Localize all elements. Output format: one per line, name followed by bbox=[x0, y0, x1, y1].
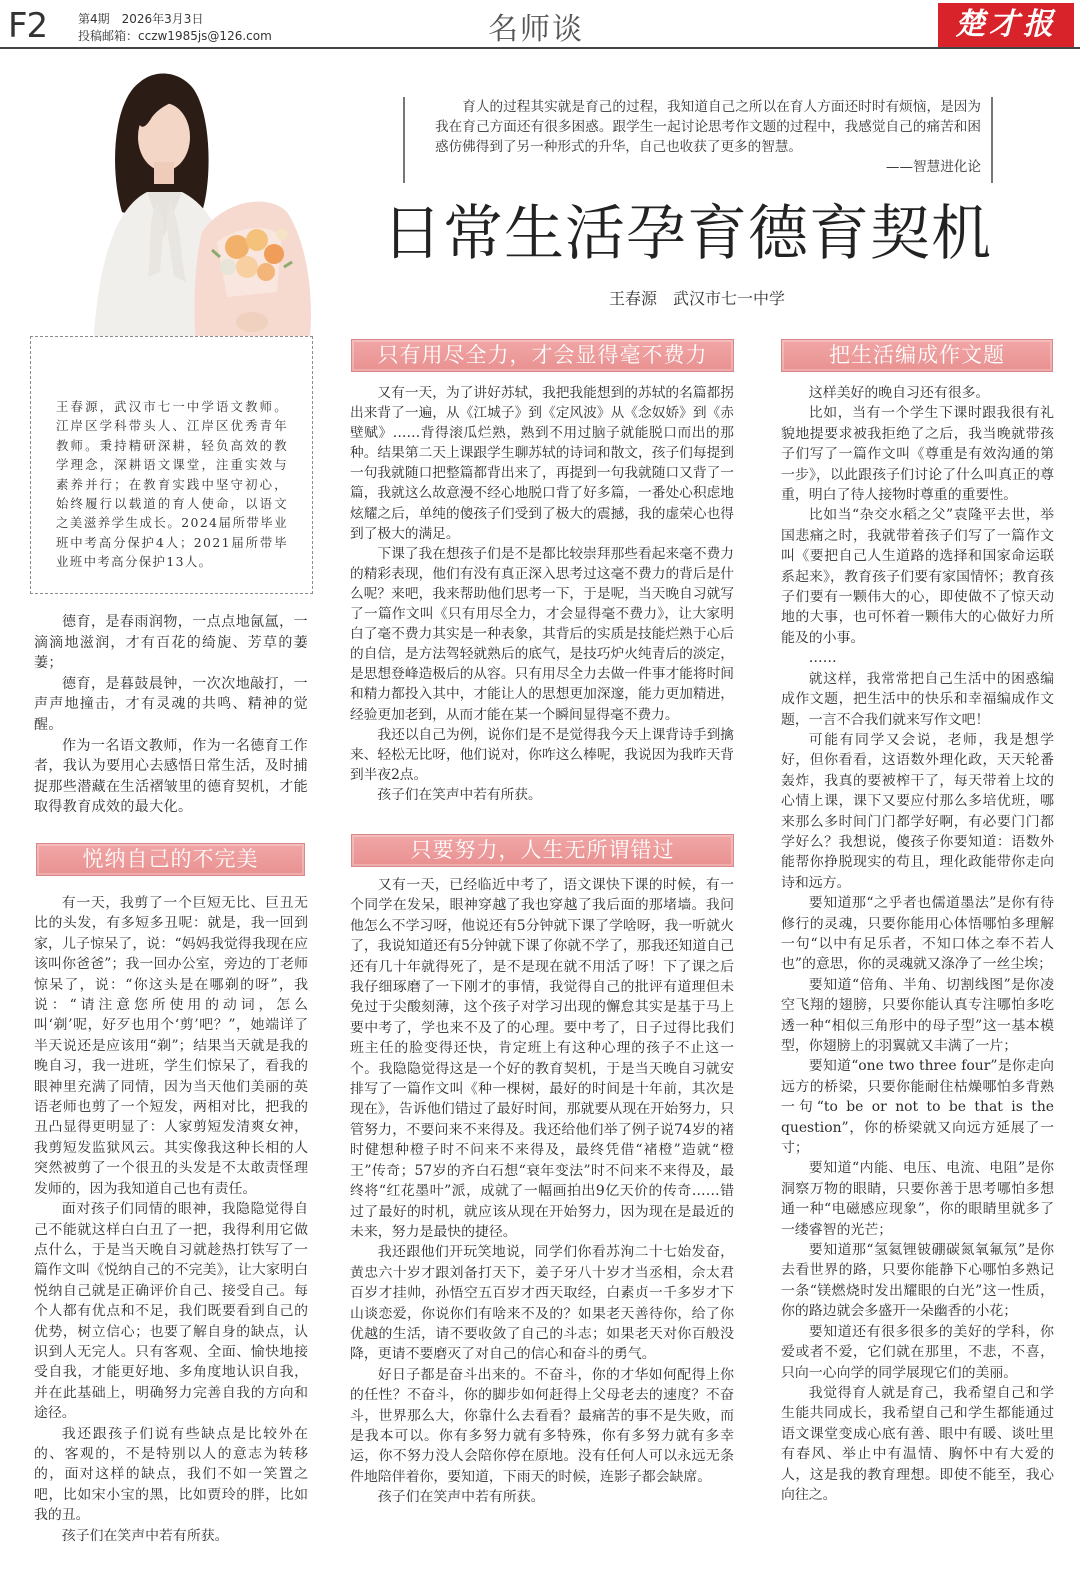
paragraph: 又有一天，已经临近中考了，语文课快下课的时候，有一个同学在发呆，眼神穿越了我也穿越了我后面的那堵墙。我问他怎么不学习呀，他说还有5分钟就下课了学啥呀，我一听就火了，我说知道还有5分钟就下课了你就不学了，那我还知道自己还有几十年就得死了，是不是现在就不用活了呀！下了课之后我仔细琢磨了一下刚才的事情，我觉得自己的批评有道理但未免过于尖酸刻薄，这个孩子对学习出现的懈怠其实是基于马上要中考了，学也来不及了的心理。要中考了，日子过得比我们班主任的脸变得还快，肯定班上有这种心理的孩子不止这一个。我隐隐觉得这是一个好的教育契机，于是当天晚自习就安排写了一篇作文叫《种一棵树，最好的时间是十年前，其次是现在》，告诉他们错过了最好时间，那就要从现在开始努力，只管努力，不要问来不来得及。我还给他们举了例子说74岁的褚时健想种橙子时不问来不来得及，最终凭借“褚橙”造就“橙王”传奇；57岁的齐白石想“衰年变法”时不问来不来得及，最终将“红花墨叶”派，成就了一幅画拍出9亿天价的传奇……错过了最好的时机，就应该从现在开始努力，因为现在是最近的未来，努力是最快的捷径。 bbox=[350, 877, 734, 1240]
section-heading: 把生活编成作文题 bbox=[781, 339, 1053, 372]
header-rule bbox=[0, 47, 1080, 49]
intro-paragraph: 作为一名语文教师，作为一名德育工作者，我认为要用心去感悟日常生活，及时捕捉那些潜藏在生活褶皱里的德育契机，才能取得教育成效的最大化。 bbox=[34, 737, 308, 816]
paragraph: 孩子们在笑声中若有所获。 bbox=[61, 1527, 229, 1544]
paragraph: 又有一天，为了讲好苏轼，我把我能想到的苏轼的名篇都拐出来背了一遍，从《江城子》到《定风波》从《念奴娇》到《赤壁赋》……背得滚瓜烂熟，熟到不用过脑子就能脱口而出的那种。结果第二天上课跟学生聊苏轼的诗词和散文，孩子们每提到一句我就随口把整篇都背出来了，再提到一句我就随口又背了一篇，我就这么故意漫不经心地脱口背了好多篇，一番处心积虑地炫耀之后，单纯的傻孩子们受到了极大的震撼，我的虚荣心也得到了极大的满足。 bbox=[350, 385, 734, 542]
section-heading: 只有用尽全力，才会显得毫不费力 bbox=[351, 339, 734, 372]
section-body bbox=[350, 383, 734, 805]
paragraph: 有一天，我剪了一个巨短无比、巨丑无比的头发，有多短多丑呢：就是，我一回到家，儿子惊呆了，说：“妈妈我觉得我现在应该叫你爸爸”；我一回办公室，旁边的丁老师惊呆了，说：“你这头是在哪剃的呀”，我说：“请注意您所使用的动词，怎么叫‘剃’呢，好歹也用个‘剪’吧？”，她端详了半天说还是应该用“剃”；结果当天就是我的晚自习，我一进班，学生们惊呆了，看我的眼神里充满了同情，因为当天他们美丽的英语老师也剪了一个短发，两相对比，把我的丑凸显得更明显了：人家剪短发清爽女神，我剪短发监狱风云。其实像我这种长相的人突然被剪了一个很丑的头发是不太敢责怪理发师的，因为我知道自己也有责任。 bbox=[34, 895, 308, 1197]
paragraph: 我还以自己为例，说你们是不是觉得我今天上课背诗手到擒来、轻松无比呀，他们说对，你咋这么棒呢，我说因为我昨天背到半夜2点。 bbox=[350, 726, 734, 783]
quote-text: 育人的过程其实就是育己的过程，我知道自己之所以在育人方面还时时有烦恼，是因为我在育己方面还有很多困惑。跟学生一起讨论思考作文题的过程中，我感觉自己的痛苦和困惑仿佛得到了另一种形式的升华，自己也收获了更多的智慧。 bbox=[435, 99, 981, 155]
article-byline: 王春源 武汉市七一中学 bbox=[609, 289, 786, 308]
paragraph: 要知道“one two three four”是你走向远方的桥梁，只要你能耐住枯燥哪怕多背熟一句“to be or not to be that is the question”，你的桥梁就又向远方延展了一寸； bbox=[781, 1058, 1054, 1157]
paragraph: 比如当“杂交水稻之父”袁隆平去世，举国悲痛之时，我就带着孩子们写了一篇作文叫《要把自己人生道路的选择和国家命运联系起来》，教育孩子们要有家国情怀；教育孩子们要有一颗伟大的心，即使做不了惊天动地的大事，也可怀着一颗伟大的心做好力所能及的小事。 bbox=[781, 507, 1054, 646]
paragraph: 可能有同学又会说，老师，我是想学好，但你看看，这语数外理化政，天天轮番轰炸，我真的要被榨干了，每天带着上坟的心情上课，课下又要应付那么多培优班，哪来那么多时间门门都学好啊，有必要门门都学好么？我想说，傻孩子你要知道：语数外能帮你挣脱现实的苟且，理化政能带你走向诗和远方。 bbox=[781, 731, 1054, 891]
author-bio: 王春源，武汉市七一中学语文教师。江岸区学科带头人、江岸区优秀青年教师。秉持精研深耕，轻负高效的教学理念，深耕语文课堂，注重实效与素养并行；在教育实践中坚守初心，始终履行以载道的育人使命，以语文之美滋养学生成长。2024届所带毕业班中考高分保护4人；2021届所带毕业班中考高分保护13人。 bbox=[56, 399, 288, 570]
paragraph: 要知道那“之乎者也儒道墨法”是你有待修行的灵魂，只要你能用心体悟哪怕多理解一句“以中有足乐者，不知口体之奉不若人也”的意思，你的灵魂就又涤净了一丝尘埃； bbox=[781, 895, 1054, 973]
paragraph: 要知道那“氢氦锂铍硼碳氮氧氟氖”是你去看世界的路，只要你能静下心哪怕多熟记一条“镁燃烧时发出耀眼的白光”这一性质，你的路边就会多盛开一朵幽香的小花； bbox=[781, 1242, 1054, 1320]
intro-paragraph: 德育，是暮鼓晨钟，一次次地敲打，一声声地撞击，才有灵魂的共鸣、精神的觉醒。 bbox=[34, 675, 308, 733]
paragraph: 比如，当有一个学生下课时跟我很有礼貌地提要求被我拒绝了之后，我当晚就带孩子们写了一篇作文叫《尊重是有效沟通的第一步》，以此跟孩子们讨论了什么叫真正的尊重，明白了待人接物时尊重的重要性。 bbox=[781, 405, 1054, 504]
paragraph: 面对孩子们同情的眼神，我隐隐觉得自己不能就这样白白丑了一把，我得利用它做点什么，于是当天晚自习就趁热打铁写了一篇作文叫《悦纳自己的不完美》，让大家明白悦纳自己就是正确评价自己、接受自己。每个人都有优点和不足，我们既要看到自己的优势，树立信心；也要了解自身的缺点，认识到人无完人。只有客观、全面、愉快地接受自我，才能更好地、多角度地认识自我，并在此基础上，明确努力完善自我的方向和途径。 bbox=[34, 1201, 308, 1422]
paragraph: 孩子们在笑声中若有所获。 bbox=[377, 786, 542, 803]
submission-email: 投稿邮箱：cczw1985js@126.com bbox=[78, 29, 272, 43]
quote-source: ——智慧进化论 bbox=[885, 159, 981, 175]
section-body bbox=[781, 383, 1054, 1505]
intro-paragraph: 德育，是春雨润物，一点点地氤氲，一滴滴地滋润，才有百花的绮旎、芳草的萋萋； bbox=[34, 614, 308, 672]
paragraph: 要知道“内能、电压、电流、电阻”是你洞察万物的眼睛，只要你善于思考哪怕多想通一种“电磁感应现象”，你的眼睛里就多了一缕睿智的光芒； bbox=[781, 1160, 1054, 1238]
paragraph: 好日子都是奋斗出来的。不奋斗，你的才华如何配得上你的任性？不奋斗，你的脚步如何赶得上父母老去的速度？不奋斗，世界那么大，你靠什么去看看？最痛苦的事不是失败，而是我本可以。你有多努力就有多特殊，你有多努力就有多幸运，你不努力没人会陪你停在原地。没有任何人可以永远无条件地陪伴着你，要知道，下雨天的时候，连影子都会缺席。 bbox=[350, 1366, 734, 1485]
issue-date: 第4期 2026年3月3日 bbox=[78, 12, 204, 26]
paragraph: 要知道还有很多很多的美好的学科，你爱或者不爱，它们就在那里，不悲，不喜，只向一心向学的同学展现它们的美丽。 bbox=[781, 1323, 1054, 1381]
paragraph: 下课了我在想孩子们是不是都比较崇拜那些看起来毫不费力的精彩表现，他们有没有真正深入思考过这毫不费力的背后是什么呢？来吧，我来帮助他们思考一下，于是呢，当天晚自习就写了一篇作文叫《只有用尽全力，才会显得毫不费力》，让大家明白了毫不费力其实是一种表象，其背后的实质是技能烂熟于心后的自信，是方法驾轻就熟后的底气，是技巧炉火纯青后的淡定，是思想登峰造极后的从容。只有用尽全力去做一件事才能将时间和精力都投入其中，才能让人的思想更加深邃，能力更加精进，经验更加老到，从而才能在某一个瞬间显得毫不费力。 bbox=[350, 545, 734, 723]
pull-quote bbox=[403, 97, 993, 183]
article-title: 日常生活孕育德育契机 bbox=[382, 199, 992, 269]
paragraph: 就这样，我常常把自己生活中的困惑编成作文题，把生活中的快乐和幸福编成作文题，一言不合我们就来写作文吧！ bbox=[781, 670, 1054, 728]
page-number: F2 bbox=[8, 6, 48, 46]
paragraph: 这样美好的晚自习还有很多。 bbox=[808, 385, 990, 401]
paragraph: 我还跟孩子们说有些缺点是比较外在的、客观的，不是特别以人的意志为转移的，面对这样的缺点，我们不如一笑置之吧，比如宋小宝的黑，比如贾玲的胖，比如我的丑。 bbox=[34, 1425, 308, 1524]
paragraph: 要知道“倍角、半角、切割线图”是你凌空飞翔的翅膀，只要你能认真专注哪怕多吃透一种“相似三角形中的母子型”这一基本模型，你翅膀上的羽翼就又丰满了一片； bbox=[781, 976, 1054, 1054]
paragraph: 我觉得育人就是育己，我希望自己和学生能共同成长，我希望自己和学生都能通过语文课堂变成心底有善、眼中有暖、谈吐里有春风、举止中有温情、胸怀中有大爱的人，这是我的教育理想。即使不能至，我心向往之。 bbox=[781, 1384, 1054, 1503]
section-body bbox=[34, 893, 308, 1546]
section-heading: 只要努力，人生无所谓错过 bbox=[351, 834, 734, 867]
section-name: 名师谈 bbox=[488, 12, 584, 47]
intro-text bbox=[34, 612, 308, 818]
paragraph: …… bbox=[808, 650, 837, 667]
section-heading: 悦纳自己的不完美 bbox=[36, 843, 305, 876]
newspaper-logo: 楚才报 bbox=[938, 3, 1074, 47]
paragraph: 孩子们在笑声中若有所获。 bbox=[377, 1489, 545, 1506]
section-body bbox=[350, 875, 734, 1508]
paragraph: 我还跟他们开玩笑地说，同学们你看苏洵二十七始发奋，黄忠六十岁才跟刘备打天下，姜子牙八十岁才当丞相，佘太君百岁才挂帅，孙悟空五百岁才西天取经，白素贞一千多岁才下山谈恋爱，你说你们有啥来不及的？如果老天善待你，给了你优越的生活，请不要收敛了自己的斗志；如果老天对你百般没降，更请不要磨灭了对自己的信心和奋斗的勇气。 bbox=[350, 1244, 734, 1363]
issue-info bbox=[78, 11, 272, 45]
